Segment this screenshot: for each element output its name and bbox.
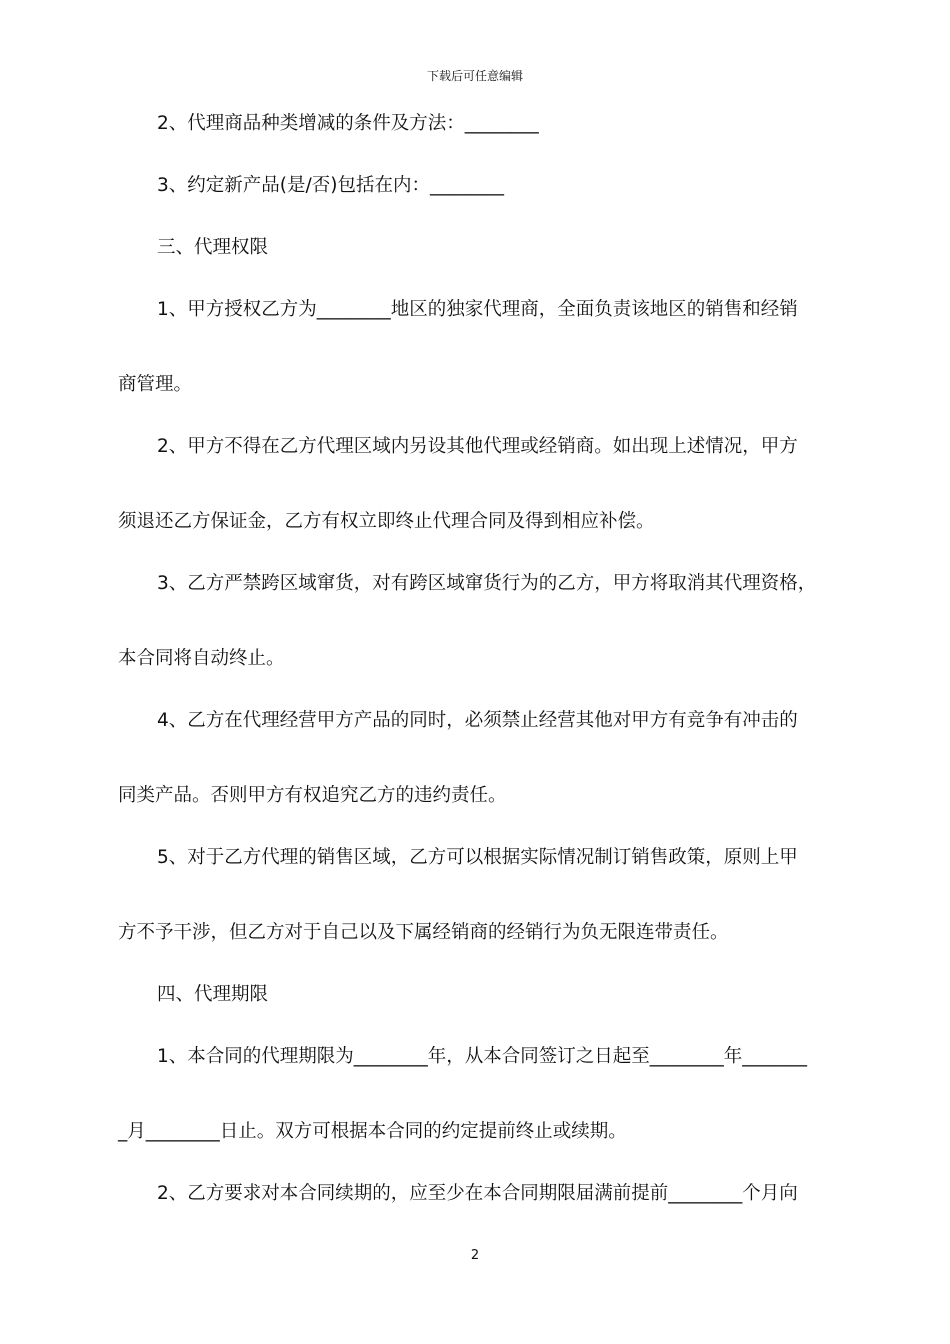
- paragraph-line: 3、乙方严禁跨区域窜货，对有跨区域窜货行为的乙方，甲方将取消其代理资格，: [157, 573, 817, 594]
- page-header: 下载后可任意编辑: [426, 69, 523, 83]
- paragraph-line: 2、乙方要求对本合同续期的，应至少在本合同期限届满前提前________个月向: [157, 1183, 798, 1204]
- paragraph-line: 2、甲方不得在乙方代理区域内另设其他代理或经销商。如出现上述情况，甲方: [157, 436, 798, 457]
- paragraph-line: 商管理。: [118, 374, 193, 395]
- paragraph-line: 3、约定新产品(是/否)包括在内：________: [157, 175, 504, 196]
- paragraph-line: 同类产品。否则甲方有权追究乙方的违约责任。: [118, 785, 507, 806]
- page-number: 2: [470, 1248, 480, 1263]
- paragraph-line: _月________日止。双方可根据本合同的约定提前终止或续期。: [118, 1121, 627, 1142]
- paragraph-line: 1、本合同的代理期限为________年，从本合同签订之日起至________年_______: [157, 1046, 808, 1067]
- paragraph-line: 4、乙方在代理经营甲方产品的同时，必须禁止经营其他对甲方有竞争有冲击的: [157, 710, 798, 731]
- section-heading: 四、代理期限: [157, 984, 269, 1005]
- paragraph-line: 须退还乙方保证金，乙方有权立即终止代理合同及得到相应补偿。: [118, 511, 655, 532]
- section-heading: 三、代理权限: [157, 237, 269, 258]
- paragraph-line: 5、对于乙方代理的销售区域，乙方可以根据实际情况制订销售政策，原则上甲: [157, 847, 798, 868]
- paragraph-line: 2、代理商品种类增减的条件及方法：________: [157, 113, 539, 134]
- paragraph-line: 本合同将自动终止。: [118, 648, 285, 669]
- paragraph-line: 方不予干涉，但乙方对于自己以及下属经销商的经销行为负无限连带责任。: [118, 922, 729, 943]
- paragraph-line: 1、甲方授权乙方为________地区的独家代理商，全面负责该地区的销售和经销: [157, 299, 798, 320]
